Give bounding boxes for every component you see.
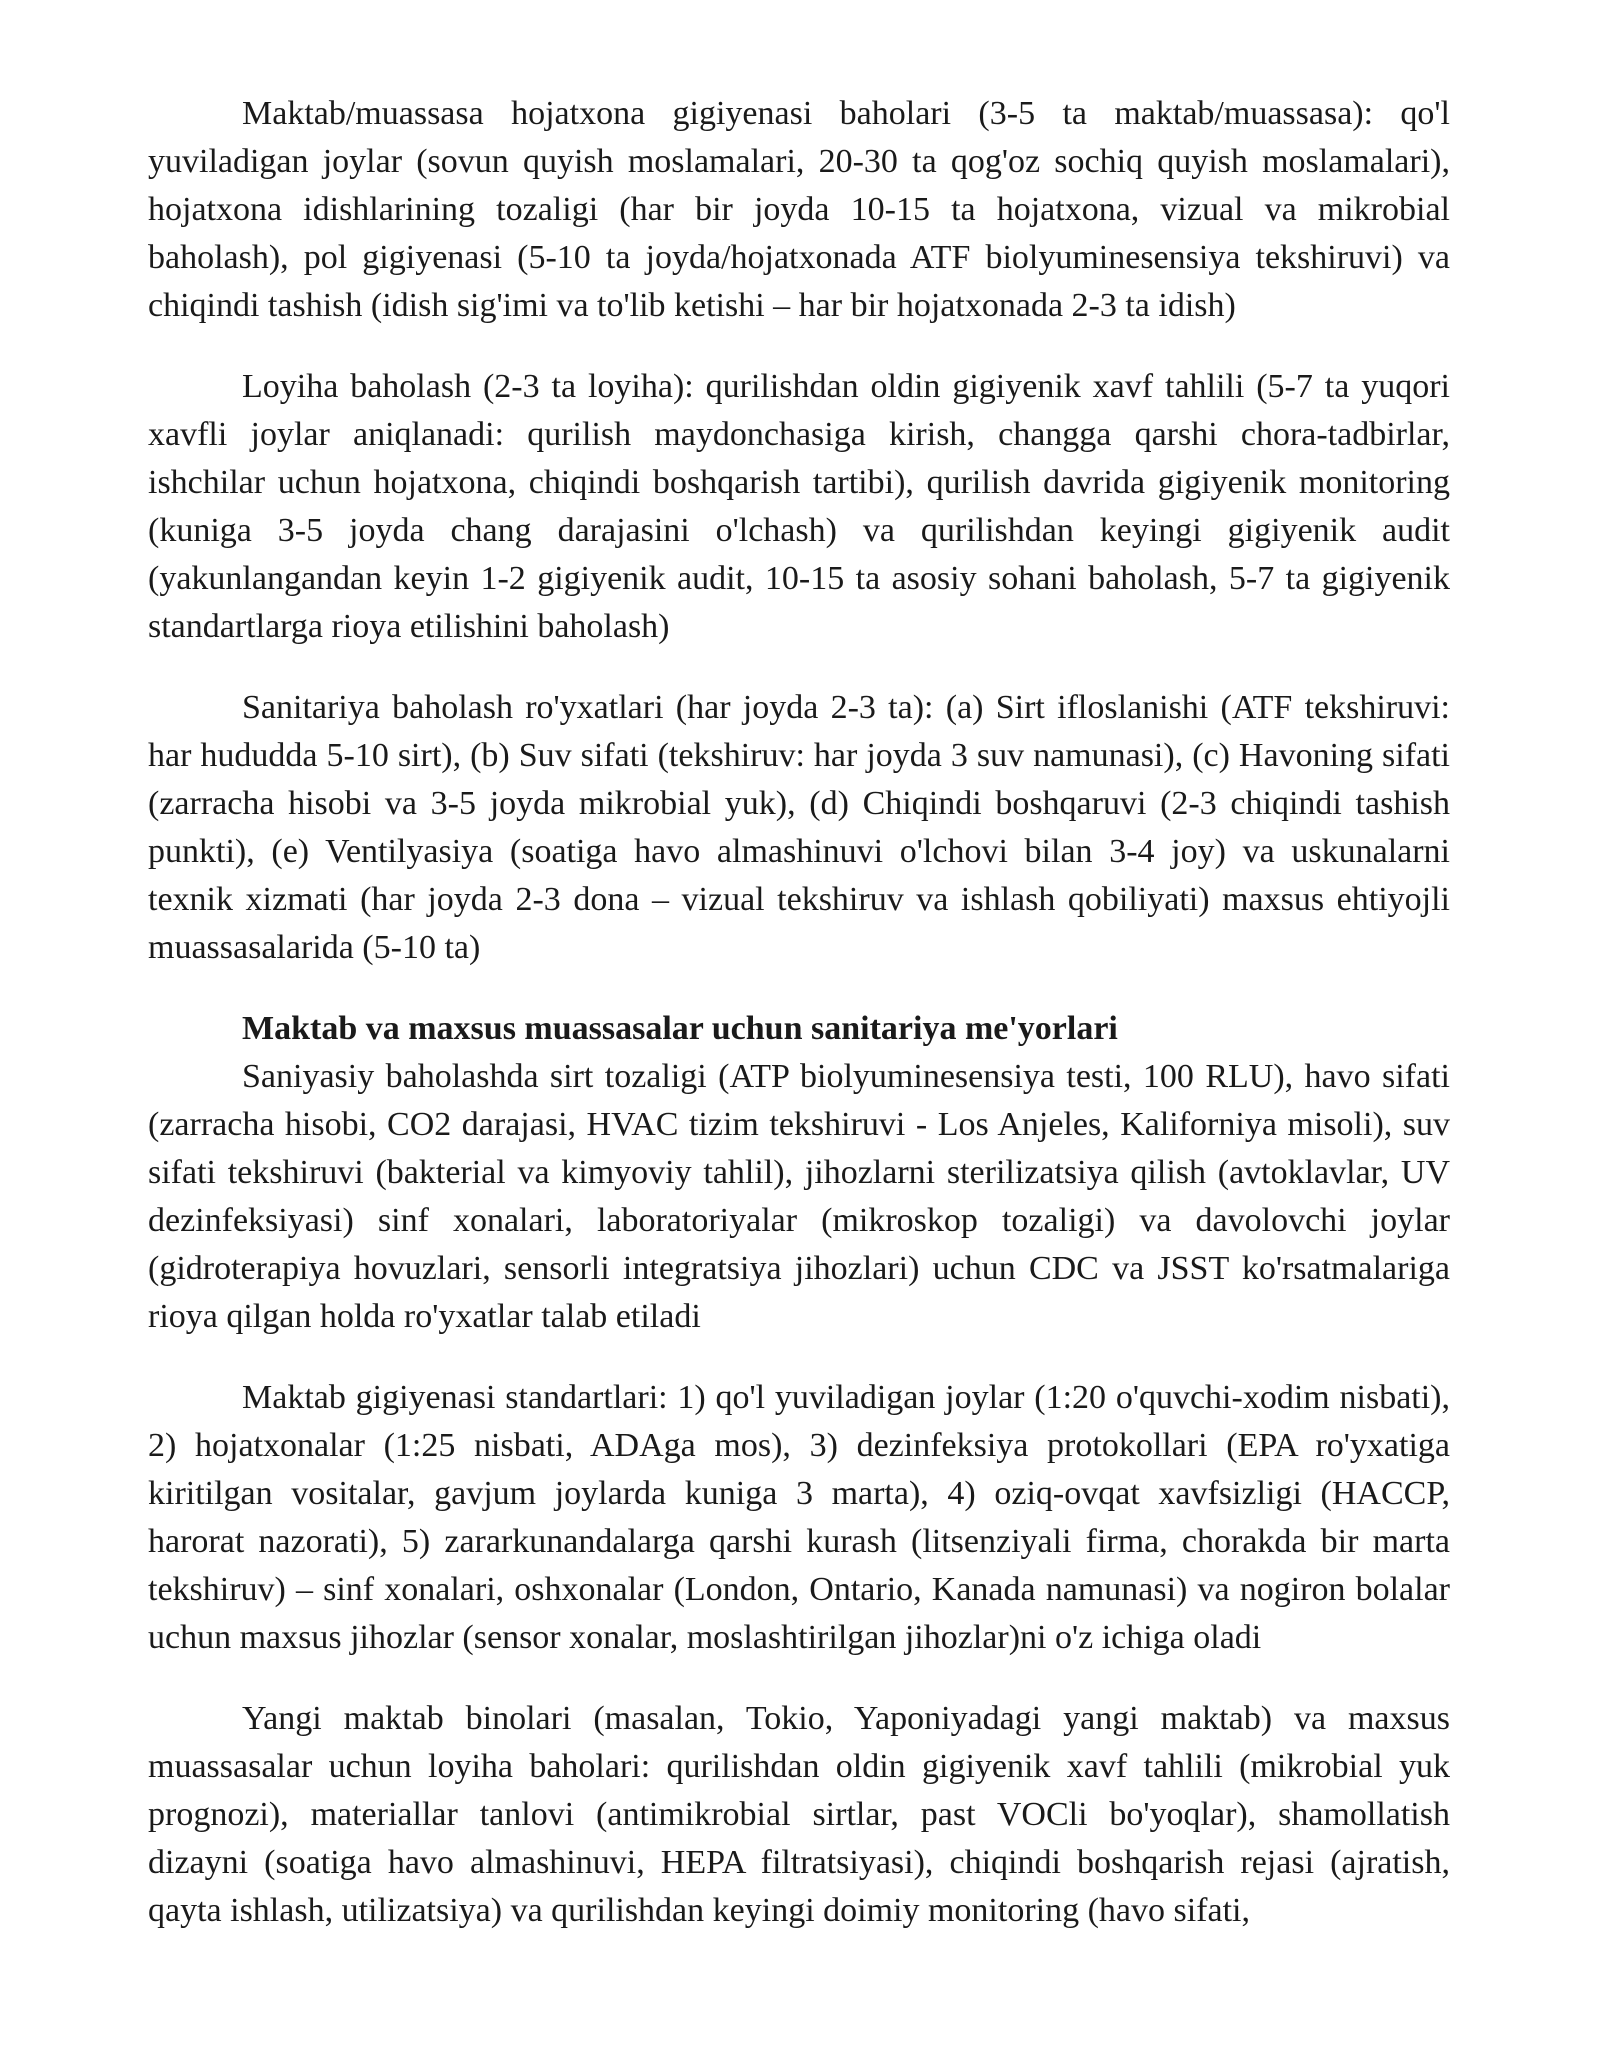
paragraph-school-hygiene-standards: Maktab gigiyenasi standartlari: 1) qo'l yuviladigan joylar (1:20 o'quvchi-xodim nisbati), 2) hojatxonalar (1:25 nisbati, ADAga mos), 3) dezinfeksiya protokollari (EPA ro'yxatiga kiritilgan vositalar, gavjum joylarda kuniga 3 marta), 4) oziq-ovqat xavfsizligi (HACCP, harorat nazorati), 5) zararkunandalarga qarshi kurash (litsenziyali firma, chorakda bir marta tekshiruv) – sinf xonalari, oshxonalar (London, Ontario, Kanada namunasi) va nogiron bolalar uchun maxsus jihozlar (sensor xonalar, moslashtirilgan jihozlar)ni o'z ichiga oladi (148, 1379, 1450, 1656)
paragraph-sanitary-checklists: Sanitariya baholash ro'yxatlari (har joyda 2-3 ta): (a) Sirt ifloslanishi (ATF tekshiruvi: har hududda 5-10 sirt), (b) Suv sifati (tekshiruv: har joyda 3 suv namunasi), (c) Havoning sifati (zarracha hisobi va 3-5 joyda mikrobial yuk), (d) Chiqindi boshqaruvi (2-3 chiqindi tashish punkti), (e) Ventilyasiya (soatiga havo almashinuvi o'lchovi bilan 3-4 joy) va uskunalarni texnik xizmati (har joyda 2-3 dona – vizual tekshiruv va ishlash qobiliyati) maxsus ehtiyojli muassasalarida (5-10 ta) (148, 689, 1450, 966)
document-page (148, 90, 1450, 1968)
paragraph-sanitary-assessment: Saniyasiy baholashda sirt tozaligi (ATP biolyuminesensiya testi, 100 RLU), havo sifati (zarracha hisobi, CO2 darajasi, HVAC tizim tekshiruvi - Los Anjeles, Kaliforniya misoli), suv sifati tekshiruvi (bakterial va kimyoviy tahlil), jihozlarni sterilizatsiya qilish (avtoklavlar, UV dezinfeksiyasi) sinf xonalari, laboratoriyalar (mikroskop tozaligi) va davolovchi joylar (gidroterapiya hovuzlari, sensorli integratsiya jihozlari) uchun CDC va JSST ko'rsatmalariga rioya qilgan holda ro'yxatlar talab etiladi (148, 1058, 1450, 1335)
paragraph-new-school-buildings: Yangi maktab binolari (masalan, Tokio, Yaponiyadagi yangi maktab) va maxsus muassasalar uchun loyiha baholari: qurilishdan oldin gigiyenik xavf tahlili (mikrobial yuk prognozi), materiallar tanlovi (antimikrobial sirtlar, past VOCli bo'yoqlar), shamollatish dizayni (soatiga havo almashinuvi, HEPA filtratsiyasi), chiqindi boshqarish rejasi (ajratish, qayta ishlash, utilizatsiya) va qurilishdan keyingi doimiy monitoring (havo sifati, (148, 1700, 1450, 1929)
paragraph-toilet-hygiene: Maktab/muassasa hojatxona gigiyenasi baholari (3-5 ta maktab/muassasa): qo'l yuviladigan joylar (sovun quyish moslamalari, 20-30 ta qog'oz sochiq quyish moslamalari), hojatxona idishlarining tozaligi (har bir joyda 10-15 ta hojatxona, vizual va mikrobial baholash), pol gigiyenasi (5-10 ta joyda/hojatxonada ATF biolyuminesensiya tekshiruvi) va chiqindi tashish (idish sig'imi va to'lib ketishi – har bir hojatxonada 2-3 ta idish) (148, 95, 1450, 324)
section-heading: Maktab va maxsus muassasalar uchun sanitariya me'yorlari (242, 1010, 1118, 1047)
paragraph-project-assessment: Loyiha baholash (2-3 ta loyiha): qurilishdan oldin gigiyenik xavf tahlili (5-7 ta yuqori xavfli joylar aniqlanadi: qurilish maydonchasiga kirish, changga qarshi chora-tadbirlar, ishchilar uchun hojatxona, chiqindi boshqarish tartibi), qurilish davrida gigiyenik monitoring (kuniga 3-5 joyda chang darajasini o'lchash) va qurilishdan keyingi gigiyenik audit (yakunlangandan keyin 1-2 gigiyenik audit, 10-15 ta asosiy sohani baholash, 5-7 ta gigiyenik standartlarga rioya etilishini baholash) (148, 368, 1450, 645)
